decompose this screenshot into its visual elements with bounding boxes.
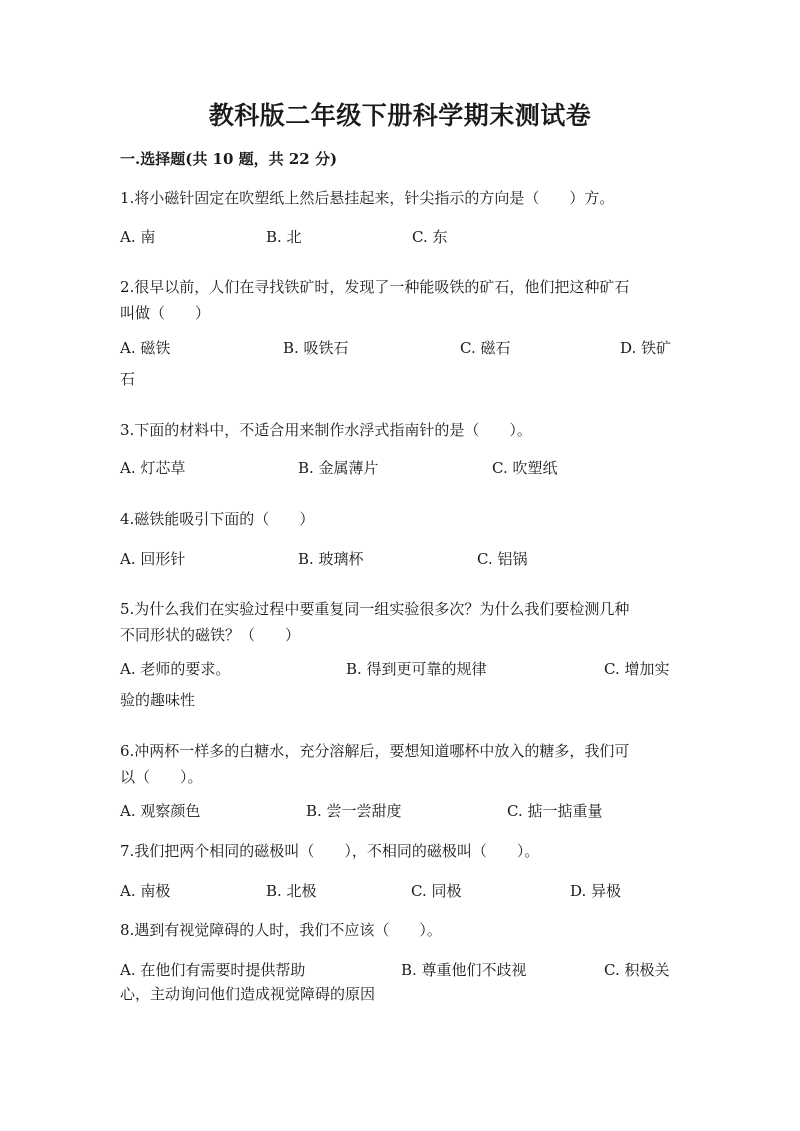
question-6-text [120,738,680,790]
option-b: B. 尊重他们不歧视 [401,961,527,979]
question-2-line-2: 叫做（ ） [120,304,211,322]
question-6-line-1: 6.冲两杯一样多的白糖水，充分溶解后，要想知道哪杯中放入的糖多，我们可 [120,742,630,760]
option-a: A. 老师的要求。 [120,660,231,678]
question-8-option-wrap: 心，主动询问他们造成视觉障碍的原因 [120,985,376,1003]
question-1-options [120,224,680,250]
option-c: C. 掂一掂重量 [507,802,603,820]
option-c: C. 东 [412,228,448,246]
question-5-text [120,596,680,648]
option-d: D. 铁矿 [620,339,672,357]
option-a: A. 南极 [120,882,171,900]
section-heading: 一.选择题(共 10 题，共 22 分) [120,150,338,168]
option-a: A. 观察颜色 [120,802,201,820]
question-5-line-2: 不同形状的磁铁？（ ） [120,626,301,644]
question-4-options [120,546,680,572]
option-c: C. 同极 [411,882,462,900]
question-7-options [120,878,680,904]
question-8-text: 8.遇到有视觉障碍的人时，我们不应该（ ）。 [120,921,442,939]
exam-title: 教科版二年级下册科学期末测试卷 [208,101,592,130]
question-2-line-1: 2.很早以前，人们在寻找铁矿时，发现了一种能吸铁的矿石，他们把这种矿石 [120,278,630,296]
option-c: C. 铝锅 [477,550,528,568]
question-4-text: 4.磁铁能吸引下面的（ ） [120,510,315,528]
option-b: B. 得到更可靠的规律 [346,660,487,678]
option-c: C. 积极关 [604,961,670,979]
question-3-text: 3.下面的材料中，不适合用来制作水浮式指南针的是（ ）。 [120,421,532,439]
option-c: C. 吹塑纸 [492,459,558,477]
question-2-option-wrap: 石 [120,370,136,388]
option-a: A. 磁铁 [120,339,171,357]
option-a: A. 在他们有需要时提供帮助 [120,961,306,979]
option-a: A. 回形针 [120,550,186,568]
option-a: A. 灯芯草 [120,459,186,477]
option-a: A. 南 [120,228,156,246]
option-c: C. 增加实 [604,660,670,678]
question-6-line-2: 以（ ）。 [120,768,203,786]
question-5-option-wrap: 验的趣味性 [120,691,196,709]
option-b: B. 金属薄片 [298,459,379,477]
option-b: B. 吸铁石 [283,339,349,357]
question-5-line-1: 5.为什么我们在实验过程中要重复同一组实验很多次？为什么我们要检测几种 [120,600,630,618]
question-1-text: 1.将小磁针固定在吹塑纸上然后悬挂起来，针尖指示的方向是（ ）方。 [120,189,615,207]
option-b: B. 尝一尝甜度 [306,802,402,820]
option-b: B. 北极 [266,882,317,900]
option-c: C. 磁石 [460,339,511,357]
question-6-options [120,798,680,824]
question-2-options [120,335,680,361]
question-8-options [120,957,680,983]
option-b: B. 玻璃杯 [298,550,364,568]
question-5-options [120,656,680,682]
option-b: B. 北 [266,228,302,246]
question-7-text: 7.我们把两个相同的磁极叫（ ），不相同的磁极叫（ ）。 [120,842,540,860]
question-3-options [120,455,680,481]
option-d: D. 异极 [570,882,622,900]
question-2-text [120,274,680,326]
